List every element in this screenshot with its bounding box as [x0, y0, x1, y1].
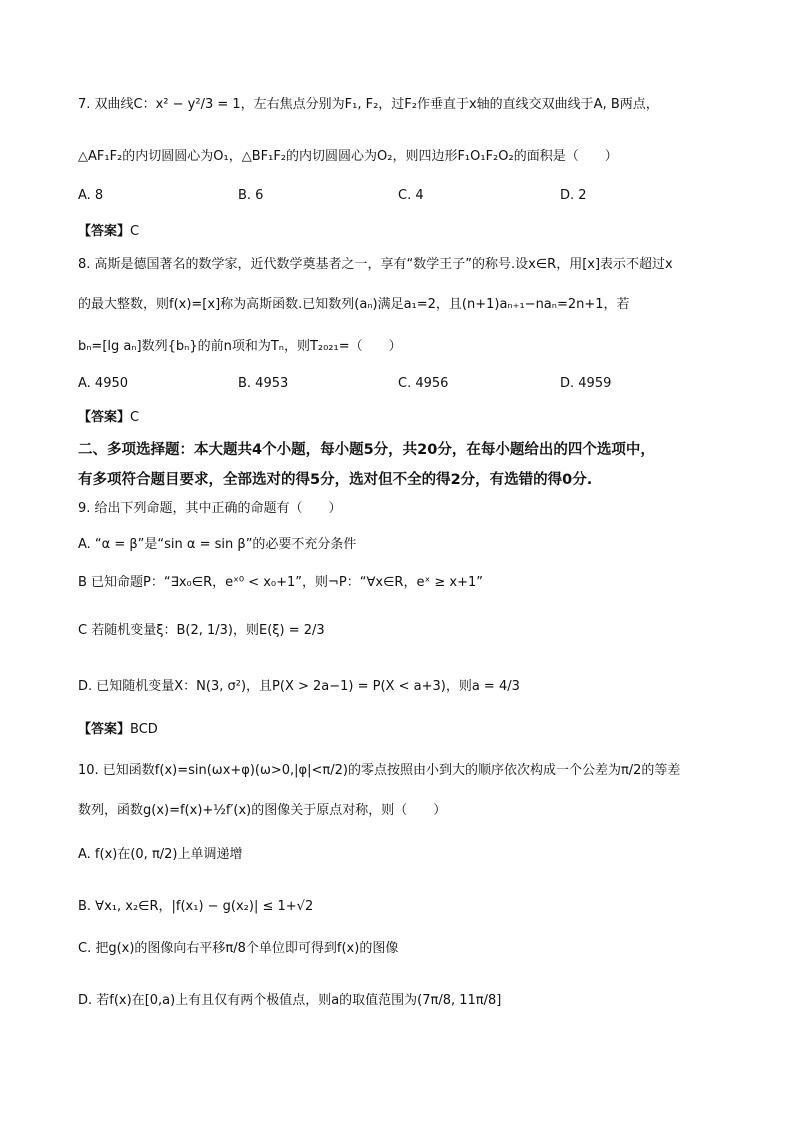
answer-value: C: [130, 410, 140, 425]
answer-label: 【答案】: [78, 722, 131, 737]
q7-option-c: C. 4: [398, 188, 424, 203]
q7-stem-line2: △AF₁F₂的内切圆圆心为O₁，△BF₁F₂的内切圆圆心为O₂，则四边形F₁O₁F₂O₂的面积是（ ）: [78, 149, 618, 164]
q9-stem: 9. 给出下列命题，其中正确的命题有（ ）: [78, 501, 342, 516]
q7-answer: [78, 220, 139, 239]
q10-option-d: D. 若f(x)在[0,a)上有且仅有两个极值点，则a的取值范围为(7π/8, 11π/8]: [78, 993, 502, 1008]
answer-value: C: [130, 224, 140, 239]
q8-answer: [78, 406, 139, 425]
q8-stem-line1: 8. 高斯是德国著名的数学家，近代数学奠基者之一，享有“数学王子”的称号.设x∈R，用[x]表示不超过x: [78, 257, 673, 272]
section-heading-line1: 二、多项选择题：本大题共4个小题，每小题5分，共20分，在每小题给出的四个选项中，: [78, 442, 655, 458]
q9-option-b: B 已知命题P：“∃x₀∈R，eˣ⁰ < x₀+1”，则¬P：“∀x∈R，eˣ ≥ x+1”: [78, 575, 483, 590]
section-heading-line2: 有多项符合题目要求，全部选对的得5分，选对但不全的得2分，有选错的得0分.: [78, 472, 593, 488]
q7-option-d: D. 2: [560, 188, 587, 203]
q7-option-b: B. 6: [238, 188, 264, 203]
q7-option-a: A. 8: [78, 188, 104, 203]
q9-option-c: C 若随机变量ξ：B(2, 1/3)，则E(ξ) = 2/3: [78, 623, 325, 638]
q8-option-b: B. 4953: [238, 376, 289, 391]
q10-stem-line1: 10. 已知函数f(x)=sin(ωx+φ)(ω>0,|φ|<π/2)的零点按照由小到大的顺序依次构成一个公差为π/2的等差: [78, 763, 681, 778]
answer-value: BCD: [130, 722, 158, 737]
q10-option-a: A. f(x)在(0, π/2)上单调递增: [78, 847, 243, 862]
q8-stem-line3: bₙ=[lg aₙ]数列{bₙ}的前n项和为Tₙ，则T₂₀₂₁=（ ）: [78, 339, 402, 354]
q8-option-d: D. 4959: [560, 376, 612, 391]
answer-label: 【答案】: [78, 410, 131, 425]
q8-stem-line2: 的最大整数，则f(x)=[x]称为高斯函数.已知数列(aₙ)满足a₁=2，且(n+1)aₙ₊₁−naₙ=2n+1，若: [78, 297, 630, 312]
q10-option-c: C. 把g(x)的图像向右平移π/8个单位即可得到f(x)的图像: [78, 941, 399, 956]
q9-option-d: D. 已知随机变量X：N(3, σ²)，且P(X > 2a−1) = P(X < a+3)，则a = 4/3: [78, 679, 520, 694]
answer-label: 【答案】: [78, 224, 131, 239]
q8-option-c: C. 4956: [398, 376, 449, 391]
q8-option-a: A. 4950: [78, 376, 129, 391]
q9-answer: [78, 718, 158, 737]
q7-stem-line1: 7. 双曲线C：x² − y²/3 = 1，左右焦点分别为F₁, F₂，过F₂作垂直于x轴的直线交双曲线于A, B两点，: [78, 97, 659, 112]
q9-option-a: A. “α = β”是“sin α = sin β”的必要不充分条件: [78, 537, 357, 552]
q10-stem-line2: 数列，函数g(x)=f(x)+½f′(x)的图像关于原点对称，则（ ）: [78, 803, 447, 818]
q10-option-b: B. ∀x₁, x₂∈R，|f(x₁) − g(x₂)| ≤ 1+√2: [78, 899, 314, 914]
